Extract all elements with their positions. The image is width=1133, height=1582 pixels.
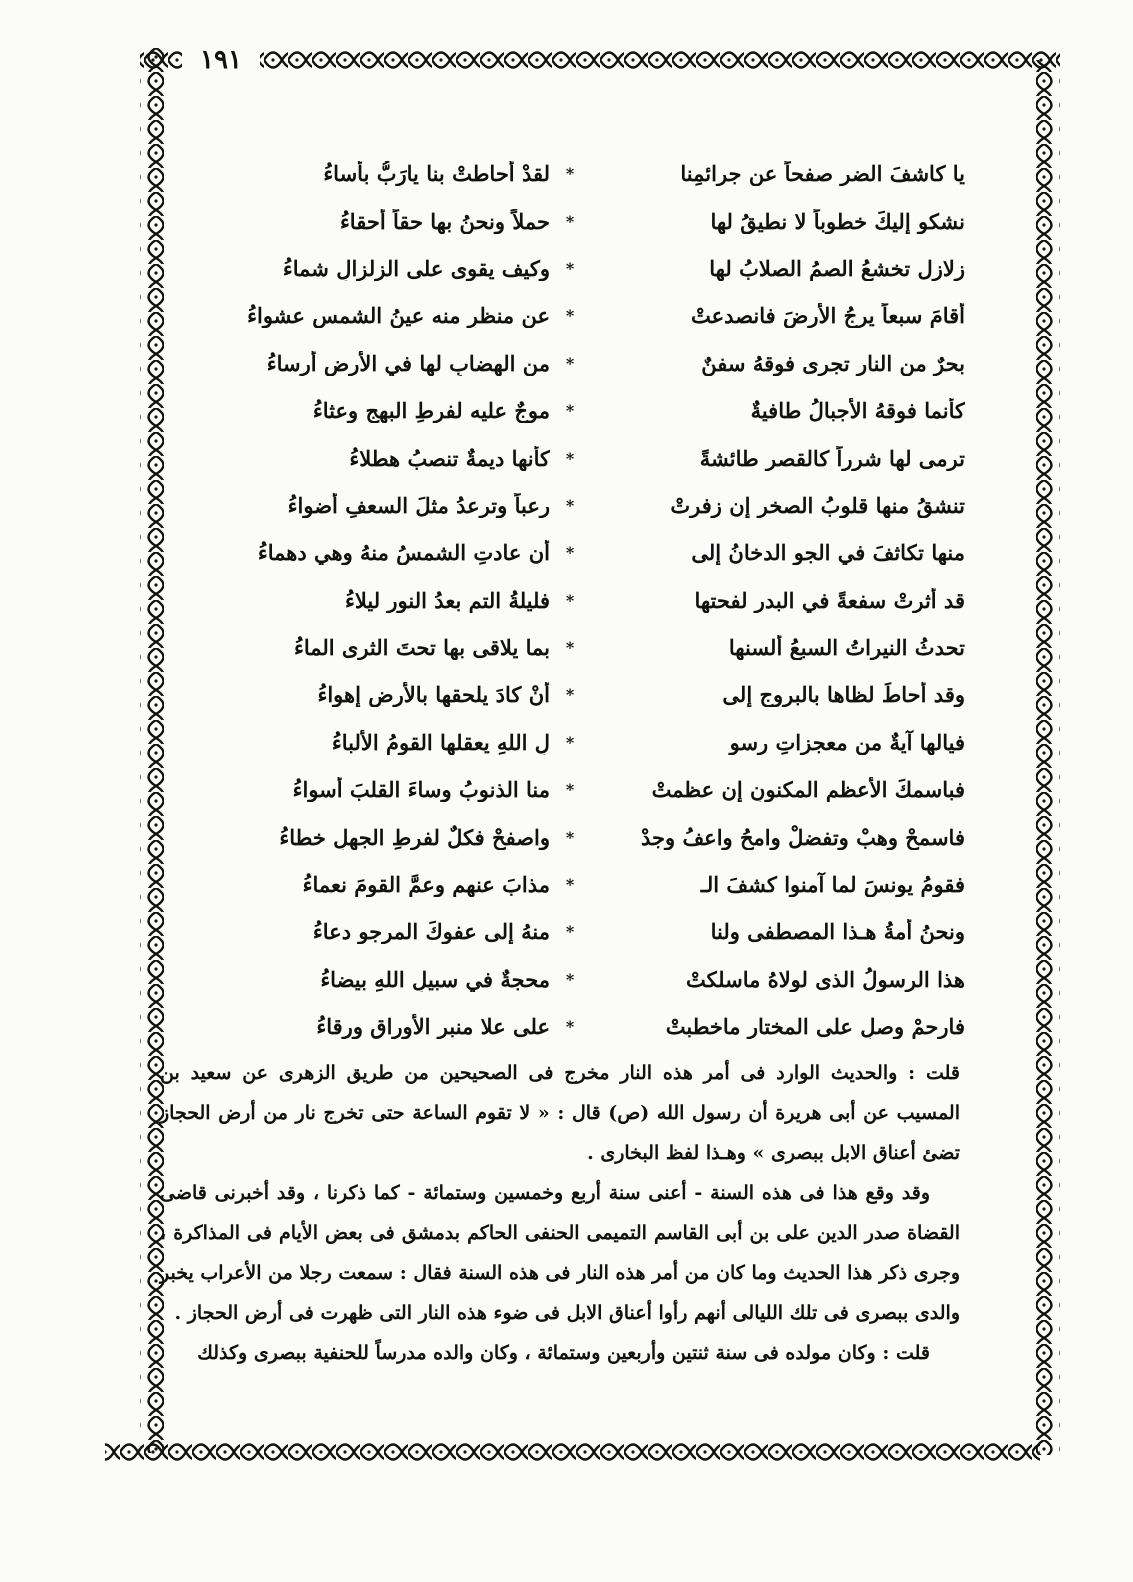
verse-separator: * [565, 401, 575, 421]
poem-verses [175, 150, 965, 1050]
verse-second-hemistich: موجٌ عليه لفرطِ البهجِ وعثاءُ [312, 398, 550, 424]
verse-first-hemistich: منها تكاثفَ في الجوِ الدخانُ إلى [691, 540, 965, 566]
verse-first-hemistich: بحرٌ من النارِ تجرى فوقهُ سفنٌ [701, 350, 965, 376]
verse-separator: * [565, 448, 575, 468]
poem-verse [175, 482, 965, 529]
verse-separator: * [565, 306, 575, 326]
verse-first-hemistich: هذا الرسولُ الذى لولاهُ ماسلكتْ [685, 966, 965, 992]
verse-first-hemistich: تحدثُ النيراتُ السبعُ ألسنها [728, 635, 965, 661]
poem-verse [175, 197, 965, 244]
verse-first-hemistich: نشكو إليكَ خطوباً لا نطيقُ لها [710, 208, 965, 234]
verse-separator: * [565, 732, 575, 752]
prose-paragraph: قلت : والحديث الوارد فى أمر هذه النار مخرج فى الصحيحين من طريق الزهرى عن سعيد بن المسيب عن أبى هريرة أن رسول الله (ص) قال : « لا تقوم الساعة حتى تخرج نار من أرض الحجاز تضئ أعناق الابل ببصرى » وهـذا لفظ البخارى . [160, 1062, 960, 1164]
verse-second-hemistich: عن منظرٍ منه عينُ الشمسِ عشواءُ [247, 303, 550, 329]
poem-verse [175, 387, 965, 434]
verse-first-hemistich: فارحمْ وصلِ على المختارِ ماخطبتْ [665, 1014, 965, 1040]
verse-first-hemistich: فقومُ يونسَ لما آمنوا كشفَ الـ [700, 872, 965, 898]
page-number: ١٩١ [182, 40, 260, 80]
verse-first-hemistich: زلازل تخشعُ الصمُ الصلابُ لها [709, 255, 965, 281]
verse-second-hemistich: حملاً ونحنُ بها حقاً أحقاءُ [339, 208, 550, 234]
verse-separator: * [565, 922, 575, 942]
poem-verse [175, 671, 965, 718]
verse-separator: * [565, 211, 575, 231]
verse-first-hemistich: فاسمحْ وهبْ وتفضلْ وامحُ واعفُ وجدْ [640, 824, 965, 850]
verse-second-hemistich: أن عادتِ الشمسُ منهُ وهي دهماءُ [257, 540, 550, 566]
verse-second-hemistich: واصفحْ فكلٌ لفرطِ الجهلِ خطاءُ [279, 824, 550, 850]
poem-verse [175, 766, 965, 813]
verse-first-hemistich: أقامَ سبعاً يرجُ الأرضَ فانصدعتْ [691, 303, 965, 329]
poem-verse [175, 292, 965, 339]
poem-block [175, 150, 965, 1050]
verse-second-hemistich: محجةٌ في سبيلِ اللهِ بيضاءُ [320, 966, 550, 992]
verse-separator: * [565, 590, 575, 610]
border-right [1036, 60, 1060, 1455]
verse-first-hemistich: فيالها آيةٌ من معجزاتِ رسو [729, 729, 965, 755]
verse-second-hemistich: منا الذنوبُ وساءَ القلبَ أسواءُ [292, 777, 550, 803]
verse-second-hemistich: من الهضابِ لها في الأرضِ أرساءُ [266, 350, 550, 376]
verse-separator: * [565, 495, 575, 515]
verse-second-hemistich: كأنها ديمةٌ تنصبُ هطلاءُ [349, 445, 550, 471]
poem-verse [175, 577, 965, 624]
verse-first-hemistich: ترمى لها شرراً كالقصرِ طائشةً [699, 445, 965, 471]
verse-second-hemistich: أنْ كادَ يلحقها بالأرضِ إهواءُ [317, 682, 550, 708]
verse-first-hemistich: قد أثرتْ سفعةً في البدرِ لفحتها [694, 587, 965, 613]
verse-second-hemistich: منهُ إلى عفوكَ المرجوِ دعاءُ [312, 919, 550, 945]
poem-verse [175, 245, 965, 292]
verse-separator: * [565, 685, 575, 705]
verse-separator: * [565, 875, 575, 895]
poem-verse [175, 434, 965, 481]
prose-block [160, 1053, 960, 1373]
verse-separator: * [565, 780, 575, 800]
verse-first-hemistich: تنشقُ منها قلوبُ الصخرِ إن زفرتْ [670, 492, 965, 518]
verse-second-hemistich: بما يلاقى بها تحتَ الثرى الماءُ [293, 635, 550, 661]
poem-verse [175, 340, 965, 387]
verse-first-hemistich: فباسمكَ الأعظمِ المكنونِ إن عظمتْ [651, 777, 965, 803]
verse-separator: * [565, 1017, 575, 1037]
verse-first-hemistich: ونحنُ أمةُ هـذا المصطفى ولنا [710, 919, 965, 945]
verse-separator: * [565, 164, 575, 184]
poem-verse [175, 624, 965, 671]
verse-separator: * [565, 969, 575, 989]
verse-second-hemistich: لِ اللهِ يعقلها القومُ الألباءُ [331, 729, 550, 755]
verse-second-hemistich: فليلةُ التمِ بعدُ النورِ ليلاءُ [344, 587, 550, 613]
verse-separator: * [565, 827, 575, 847]
verse-separator: * [565, 543, 575, 563]
verse-second-hemistich: على علا منبرِ الأوراقِ ورقاءُ [316, 1014, 550, 1040]
poem-verse [175, 956, 965, 1003]
verse-first-hemistich: يا كاشفَ الضرِ صفحاً عن جرائمِنا [680, 161, 965, 187]
border-top [140, 48, 1060, 72]
poem-verse [175, 150, 965, 197]
verse-first-hemistich: وقد أحاطَ لظاها بالبروجِ إلى [722, 682, 965, 708]
poem-verse [175, 861, 965, 908]
poem-verse [175, 529, 965, 576]
verse-second-hemistich: رعباً وترعدُ مثلَ السعفِ أضواءُ [287, 492, 550, 518]
poem-verse [175, 908, 965, 955]
verse-second-hemistich: لقدْ أحاطتْ بنا يارَبُّ بأساءُ [323, 161, 550, 187]
poem-verse [175, 719, 965, 766]
prose-paragraph: قلت : وكان مولده فى سنة ثنتين وأربعين وستمائة ، وكان والده مدرساً للحنفية ببصرى وكذلك [197, 1342, 930, 1364]
border-bottom [105, 1440, 1040, 1464]
poem-verse [175, 1003, 965, 1050]
prose-paragraph: وقد وقع هذا فى هذه السنة - أعنى سنة أربع وخمسين وستمائة - كما ذكرنا ، وقد أخبرنى قاضى القضاة صدر الدين على بن أبى القاسم التميمى الحنفى الحاكم بدمشق فى بعض الأيام فى المذاكرة ، وجرى ذكر هذا الحديث وما كان من أمر هذه النار فى هذه السنة فقال : سمعت رجلا من الأعراب يخبر والدى ببصرى فى تلك الليالى أنهم رأوا أعناق الابل فى ضوء هذه النار التى ظهرت فى أرض الحجاز . [160, 1182, 960, 1324]
verse-first-hemistich: كأنما فوقهُ الأجبالُ طافيةٌ [750, 398, 965, 424]
verse-second-hemistich: وكيف يقوى على الزلزالِ شماءُ [282, 255, 550, 281]
poem-verse [175, 813, 965, 860]
verse-separator: * [565, 638, 575, 658]
verse-separator: * [565, 353, 575, 373]
verse-separator: * [565, 258, 575, 278]
verse-second-hemistich: مذابَ عنهم وعمَّ القومَ نعماءُ [302, 872, 550, 898]
